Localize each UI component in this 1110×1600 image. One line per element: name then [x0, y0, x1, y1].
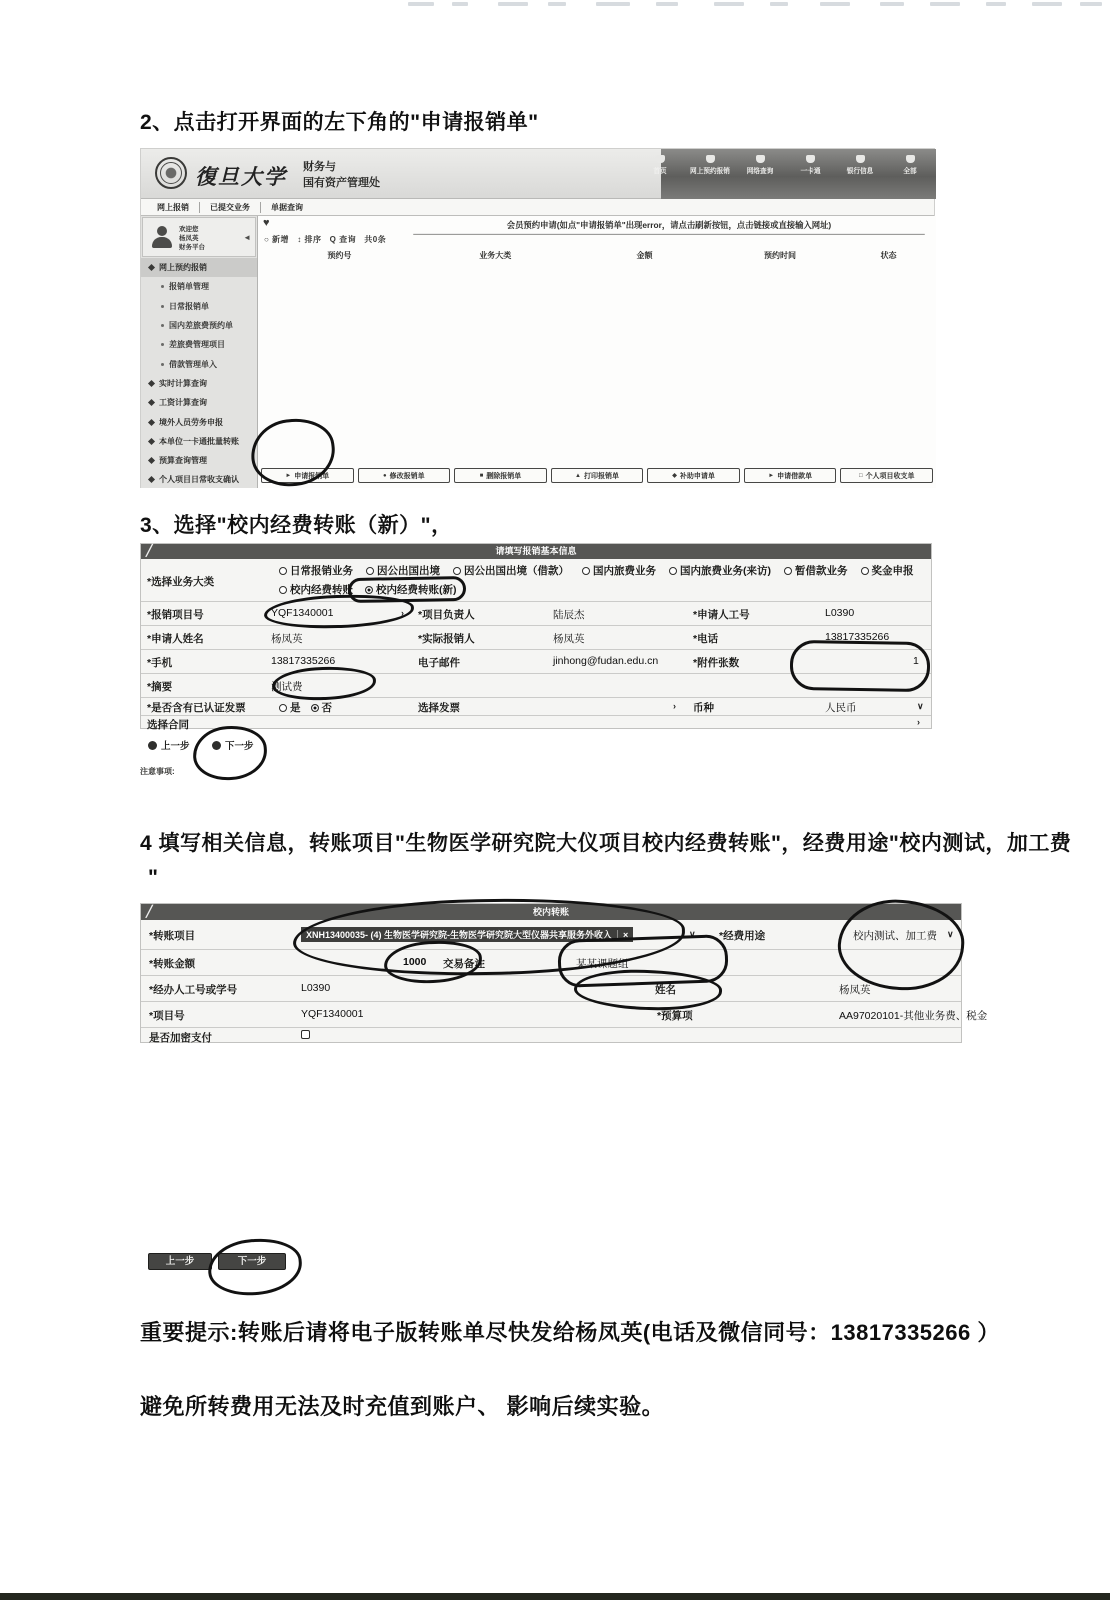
remark-input[interactable]: 某某课题组 — [576, 958, 629, 970]
sidebar-item[interactable] — [141, 393, 257, 412]
scan-artifact — [770, 2, 788, 6]
dot-icon — [161, 324, 164, 327]
apply-icon: ► — [285, 472, 292, 479]
radio-icon — [279, 567, 287, 575]
list-content-area — [258, 216, 936, 488]
business-radio-row2 — [279, 582, 457, 597]
sidebar-item-label: 实时计算查询 — [159, 378, 207, 388]
row-transfer-project — [141, 920, 961, 950]
scan-artifact — [714, 2, 744, 6]
chevron-down-icon[interactable]: ∨ — [689, 929, 696, 939]
field-label: *申请人姓名 — [147, 633, 204, 645]
sidebar — [141, 216, 258, 488]
next-step-button[interactable]: 下一步 — [218, 1253, 286, 1270]
subsidy-button[interactable] — [647, 468, 740, 483]
bank-icon — [856, 155, 865, 163]
sidebar-item-label: 报销单管理 — [169, 282, 209, 292]
next-step-button[interactable] — [212, 738, 254, 752]
radio-abroad[interactable] — [366, 563, 440, 578]
chevron-down-icon[interactable]: ∨ — [917, 701, 924, 711]
modify-icon: ● — [383, 472, 387, 479]
sidebar-item-label: 差旅费管理项目 — [169, 340, 225, 350]
currency-select[interactable]: 人民币 — [825, 702, 857, 714]
modify-reimburse-button[interactable] — [358, 468, 451, 483]
field-label: *转账金额 — [149, 958, 196, 970]
sidebar-item[interactable] — [141, 297, 257, 316]
dot-icon — [161, 285, 164, 288]
budget-item-value: AA97020101-其他业务费、税金 — [839, 1010, 988, 1022]
sidebar-item-label: 国内差旅费预约单 — [169, 321, 233, 331]
menu-label: 一卡通 — [800, 168, 820, 175]
user-line: 欢迎您 — [179, 226, 199, 233]
radio-label: 国内旅费业务 — [593, 565, 656, 577]
field-label: *是否含有已认证发票 — [147, 702, 246, 714]
diamond-icon — [148, 418, 155, 425]
field-label: *报销项目号 — [147, 609, 204, 621]
important-note-line1: 重要提示:转账后请将电子版转账单尽快发给杨凤英(电话及微信同号：13817335266 ） — [140, 1320, 1000, 1345]
form-title: 校内转账 — [532, 907, 569, 917]
tel-input[interactable]: 13817335266 — [825, 631, 890, 643]
actual-person-input[interactable]: 杨凤英 — [553, 633, 585, 645]
business-radio-row1 — [279, 563, 914, 578]
menu-item-home[interactable] — [638, 155, 682, 176]
scan-artifact — [930, 2, 960, 6]
row-project — [141, 602, 931, 626]
scan-artifact — [408, 2, 434, 6]
menu-label: 全部 — [903, 168, 917, 175]
pencil-icon: ╱ — [146, 906, 153, 918]
expand-arrow-icon[interactable]: › — [401, 608, 404, 618]
radio-label: 校内经费转账 — [290, 584, 353, 596]
diamond-icon — [148, 476, 155, 483]
form-title-bar — [141, 904, 961, 920]
sidebar-item[interactable] — [141, 374, 257, 393]
menu-item-bank[interactable] — [838, 155, 882, 176]
dept-line1: 财务与 — [303, 161, 336, 173]
button-label: 补助申请单 — [679, 472, 715, 480]
field-label: *预算项 — [657, 1010, 693, 1022]
button-label: 个人项目收支单 — [865, 472, 915, 480]
sidebar-item[interactable] — [141, 470, 257, 489]
notice-text: 会员预约申请(如点"申请报销单"出现error，请点击刷新按钮，点击链接或直接输入网址) — [413, 219, 925, 235]
radio-icon — [365, 586, 373, 594]
radio-invoice-yes[interactable] — [279, 700, 301, 715]
radio-temp-loan[interactable] — [784, 563, 848, 578]
delete-icon: ■ — [479, 472, 484, 479]
diamond-icon — [148, 380, 155, 387]
scan-artifact — [452, 2, 468, 6]
amount-input[interactable]: 1000 — [403, 956, 427, 968]
print-icon: ▲ — [575, 472, 581, 479]
col-header-reserve-no: 预约号 — [327, 251, 352, 260]
new-button[interactable]: ○ 新增 — [264, 235, 290, 244]
footnote: 注意事项: — [140, 767, 175, 776]
scan-artifact — [1080, 2, 1102, 6]
radio-icon — [311, 704, 319, 712]
button-label: 申请报销单 — [294, 472, 330, 480]
print-reimburse-button[interactable] — [551, 468, 644, 483]
university-seal-logo — [155, 157, 187, 189]
field-label: *手机 — [147, 657, 173, 669]
field-label: *转账项目 — [149, 930, 196, 942]
sort-button[interactable]: ↕ 排序 — [297, 235, 322, 244]
step-3-heading: 3、选择"校内经费转账（新）"， — [140, 514, 453, 537]
pencil-icon: ╱ — [146, 545, 153, 557]
radio-icon — [861, 567, 869, 575]
scan-artifact — [986, 2, 1006, 6]
tab-online-reimburse[interactable]: 网上报销 — [147, 202, 200, 213]
expand-arrow-icon[interactable]: › — [917, 717, 920, 727]
row-business-category — [141, 559, 931, 602]
table-header-row — [258, 250, 936, 261]
radio-domestic-visit[interactable] — [669, 563, 771, 578]
row-project-no — [141, 1002, 988, 1028]
scan-bottom-strip — [0, 1593, 1110, 1600]
all-icon — [906, 155, 915, 163]
home-icon — [656, 155, 665, 163]
hand-annotation-circle — [191, 723, 269, 782]
radio-icon — [279, 704, 287, 712]
radio-label: 奖金申报 — [871, 565, 914, 577]
sidebar-item[interactable] — [141, 316, 257, 335]
radio-abroad-loan[interactable] — [453, 563, 569, 578]
dot-icon — [161, 343, 164, 346]
summary-input[interactable]: 测试费 — [271, 681, 303, 693]
radio-bonus[interactable] — [861, 563, 914, 578]
radio-label: 校内经费转账(新) — [376, 584, 457, 596]
collapse-arrow-icon[interactable]: ◄ — [243, 233, 251, 242]
menu-label: 银行信息 — [846, 168, 874, 175]
diamond-icon — [148, 438, 155, 445]
search-button[interactable]: Q 查询 — [329, 235, 357, 244]
radio-icon — [669, 567, 677, 575]
list-toolbar — [264, 234, 386, 245]
top-menu — [638, 155, 932, 176]
invoice-radios — [279, 700, 332, 715]
scan-artifact — [498, 2, 528, 6]
field-label: 交易备注 — [443, 958, 485, 970]
prev-step-button[interactable] — [148, 738, 190, 752]
radio-label: 暂借款业务 — [795, 565, 848, 577]
record-count: 共0条 — [364, 235, 387, 244]
row-applicant — [141, 626, 931, 650]
field-label: *项目负责人 — [418, 609, 475, 621]
sidebar-item[interactable] — [141, 354, 257, 373]
user-line: 财务平台 — [179, 244, 205, 251]
subsidy-icon: ◆ — [672, 473, 677, 479]
prev-icon — [148, 741, 157, 750]
loan-icon: ► — [768, 472, 775, 479]
radio-icon — [366, 567, 374, 575]
screenshot-basic-info-form — [140, 543, 932, 729]
applicant-name-input[interactable]: 杨凤英 — [271, 633, 303, 645]
favorite-heart-icon[interactable]: ♥ — [263, 217, 270, 229]
attachment-count-input[interactable]: 1 — [913, 655, 919, 667]
field-label: 选择发票 — [418, 702, 460, 714]
field-label: *电话 — [693, 633, 719, 645]
col-header-time: 预约时间 — [764, 251, 797, 260]
encrypt-checkbox[interactable] — [301, 1030, 310, 1039]
sidebar-item-label: 境外人员劳务申报 — [159, 417, 223, 427]
scan-artifact — [820, 2, 850, 6]
menu-item-query[interactable] — [738, 155, 782, 176]
field-label: 电子邮件 — [418, 657, 460, 669]
button-label: 打印报销单 — [584, 472, 619, 480]
sidebar-item[interactable] — [141, 432, 257, 451]
menu-item-reserve[interactable] — [688, 155, 732, 176]
project-icon: □ — [858, 472, 863, 479]
field-label: *附件张数 — [693, 657, 740, 669]
col-header-category: 业务大类 — [479, 251, 512, 260]
dot-icon — [161, 305, 164, 308]
emp-id-input[interactable]: L0390 — [825, 607, 855, 619]
radio-icon — [453, 567, 461, 575]
scan-artifact — [596, 2, 630, 6]
row-amount — [141, 950, 961, 976]
scan-artifact — [548, 2, 566, 6]
radio-label: 日常报销业务 — [290, 565, 353, 577]
step-2-heading: 2、点击打开界面的左下角的"申请报销单" — [140, 111, 539, 134]
sidebar-item-online-reserve[interactable] — [141, 258, 257, 277]
next-icon — [212, 741, 221, 750]
project-no-input[interactable]: YQF1340001 — [271, 607, 334, 619]
dept-line2: 国有资产管理处 — [303, 177, 380, 189]
project-no-value: YQF1340001 — [301, 1008, 364, 1020]
tag-remove-icon[interactable]: × — [617, 930, 628, 940]
scan-artifact — [880, 2, 904, 6]
radio-campus-transfer[interactable] — [279, 582, 353, 597]
radio-icon — [582, 567, 590, 575]
user-panel — [142, 217, 256, 257]
radio-label: 否 — [321, 702, 332, 714]
screenshot-reimbursement-list — [140, 148, 935, 488]
menu-item-card[interactable] — [788, 155, 832, 176]
query-icon — [756, 155, 765, 163]
step-4-heading-line1: 4 填写相关信息，转账项目"生物医学研究院大仪项目校内经费转账"，经费用途"校内测试，加工费 — [140, 832, 1072, 855]
purpose-select[interactable]: 校内测试、加工费 — [853, 930, 937, 942]
button-label: 上一步 — [161, 741, 190, 752]
leader-input[interactable]: 陆辰杰 — [553, 609, 585, 621]
sidebar-item-label: 本单位一卡通批量转账 — [159, 436, 239, 446]
user-line: 杨凤英 — [179, 235, 199, 242]
radio-label: 因公出国出境（借款） — [464, 565, 569, 577]
sidebar-item[interactable] — [141, 412, 257, 431]
row-invoice — [141, 698, 931, 716]
step-4-heading-line2: " — [148, 866, 159, 889]
row-contract — [141, 716, 931, 730]
button-label: 修改报销单 — [389, 472, 425, 480]
row-summary — [141, 674, 931, 698]
diamond-icon — [148, 457, 155, 464]
radio-domestic-travel[interactable] — [582, 563, 656, 578]
button-label: 下一步 — [225, 741, 254, 752]
radio-label: 是 — [290, 702, 301, 714]
scan-artifact — [656, 2, 678, 6]
radio-label: 因公出国出境 — [377, 565, 440, 577]
radio-label: 国内旅费业务(来访) — [680, 565, 771, 577]
personal-project-button[interactable] — [840, 468, 933, 483]
reserve-icon — [706, 155, 715, 163]
radio-icon — [279, 586, 287, 594]
sidebar-item[interactable] — [141, 451, 257, 470]
button-label: 申请借款单 — [777, 472, 813, 480]
expand-arrow-icon[interactable]: › — [673, 701, 676, 711]
chevron-down-icon[interactable]: ∨ — [947, 929, 954, 939]
field-label: 选择合同 — [147, 719, 189, 731]
field-label: *经办人工号或学号 — [149, 984, 238, 996]
bottom-button-row — [261, 468, 933, 483]
field-label: 姓名 — [655, 984, 676, 996]
field-label: *申请人工号 — [693, 609, 750, 621]
sidebar-item-label: 工资计算查询 — [159, 398, 207, 408]
field-label: *项目号 — [149, 1010, 185, 1022]
tag-label: XNH13400035- (4) 生物医学研究院-生物医学研究院大型仪器共享服务外收入 — [306, 930, 613, 940]
sidebar-item-label: 日常报销单 — [169, 301, 209, 311]
button-label: 删除报销单 — [486, 472, 522, 480]
field-label: *实际报销人 — [418, 633, 475, 645]
field-label: *摘要 — [147, 681, 173, 693]
menu-item-all[interactable] — [888, 155, 932, 176]
field-label: *经费用途 — [719, 930, 766, 942]
user-avatar-icon — [150, 225, 174, 249]
field-label: 是否加密支付 — [149, 1032, 212, 1044]
menu-label: 网上预约报销 — [690, 168, 730, 175]
row-encrypt — [141, 1028, 961, 1044]
operator-input[interactable]: L0390 — [301, 982, 331, 994]
university-name: 復旦大学 — [195, 165, 287, 189]
important-note-line2: 避免所转费用无法及时充值到账户、 影响后续实验。 — [140, 1394, 665, 1419]
radio-icon — [784, 567, 792, 575]
sidebar-item-label: 个人项目日常收支确认 — [159, 475, 239, 485]
mobile-input[interactable]: 13817335266 — [271, 655, 336, 667]
operator-name-value: 杨凤英 — [839, 984, 871, 996]
app-header — [141, 149, 934, 199]
radio-invoice-no[interactable] — [311, 700, 333, 715]
tab-doc-query[interactable]: 单据查询 — [271, 202, 303, 212]
dot-icon — [161, 363, 164, 366]
diamond-icon — [148, 264, 155, 271]
row-operator — [141, 976, 961, 1002]
form-title: 请填写报销基本信息 — [495, 546, 577, 556]
sidebar-item[interactable] — [141, 335, 257, 354]
sidebar-item-label: 借款管理单入 — [169, 359, 217, 369]
field-label: 币种 — [693, 702, 714, 714]
field-label: *选择业务大类 — [147, 576, 215, 588]
scan-artifact — [1032, 2, 1062, 6]
radio-campus-transfer-new[interactable] — [365, 582, 457, 597]
tab-bar — [141, 199, 934, 216]
transfer-project-tag[interactable] — [301, 927, 633, 942]
menu-label: 网络查询 — [746, 168, 774, 175]
header-dark-band — [653, 149, 936, 199]
tab-submitted[interactable]: 已提交业务 — [200, 202, 261, 213]
col-header-status: 状态 — [880, 251, 897, 260]
row-mobile-email — [141, 650, 931, 674]
sidebar-item-label: 预算查询管理 — [159, 456, 207, 466]
delete-reimburse-button[interactable] — [454, 468, 547, 483]
radio-daily[interactable] — [279, 563, 353, 578]
menu-label: 首页 — [653, 168, 667, 175]
sidebar-item-label: 网上预约报销 — [159, 263, 207, 273]
screenshot-campus-transfer-form — [140, 903, 988, 1044]
form-title-bar — [141, 544, 931, 559]
loan-button[interactable] — [744, 468, 837, 483]
card-icon — [806, 155, 815, 163]
col-header-amount: 金额 — [636, 251, 653, 260]
email-input[interactable]: jinhong@fudan.edu.cn — [553, 655, 659, 667]
diamond-icon — [148, 399, 155, 406]
prev-step-button[interactable]: 上一步 — [148, 1253, 212, 1270]
sidebar-item[interactable] — [141, 277, 257, 296]
apply-reimburse-button[interactable] — [261, 468, 354, 483]
